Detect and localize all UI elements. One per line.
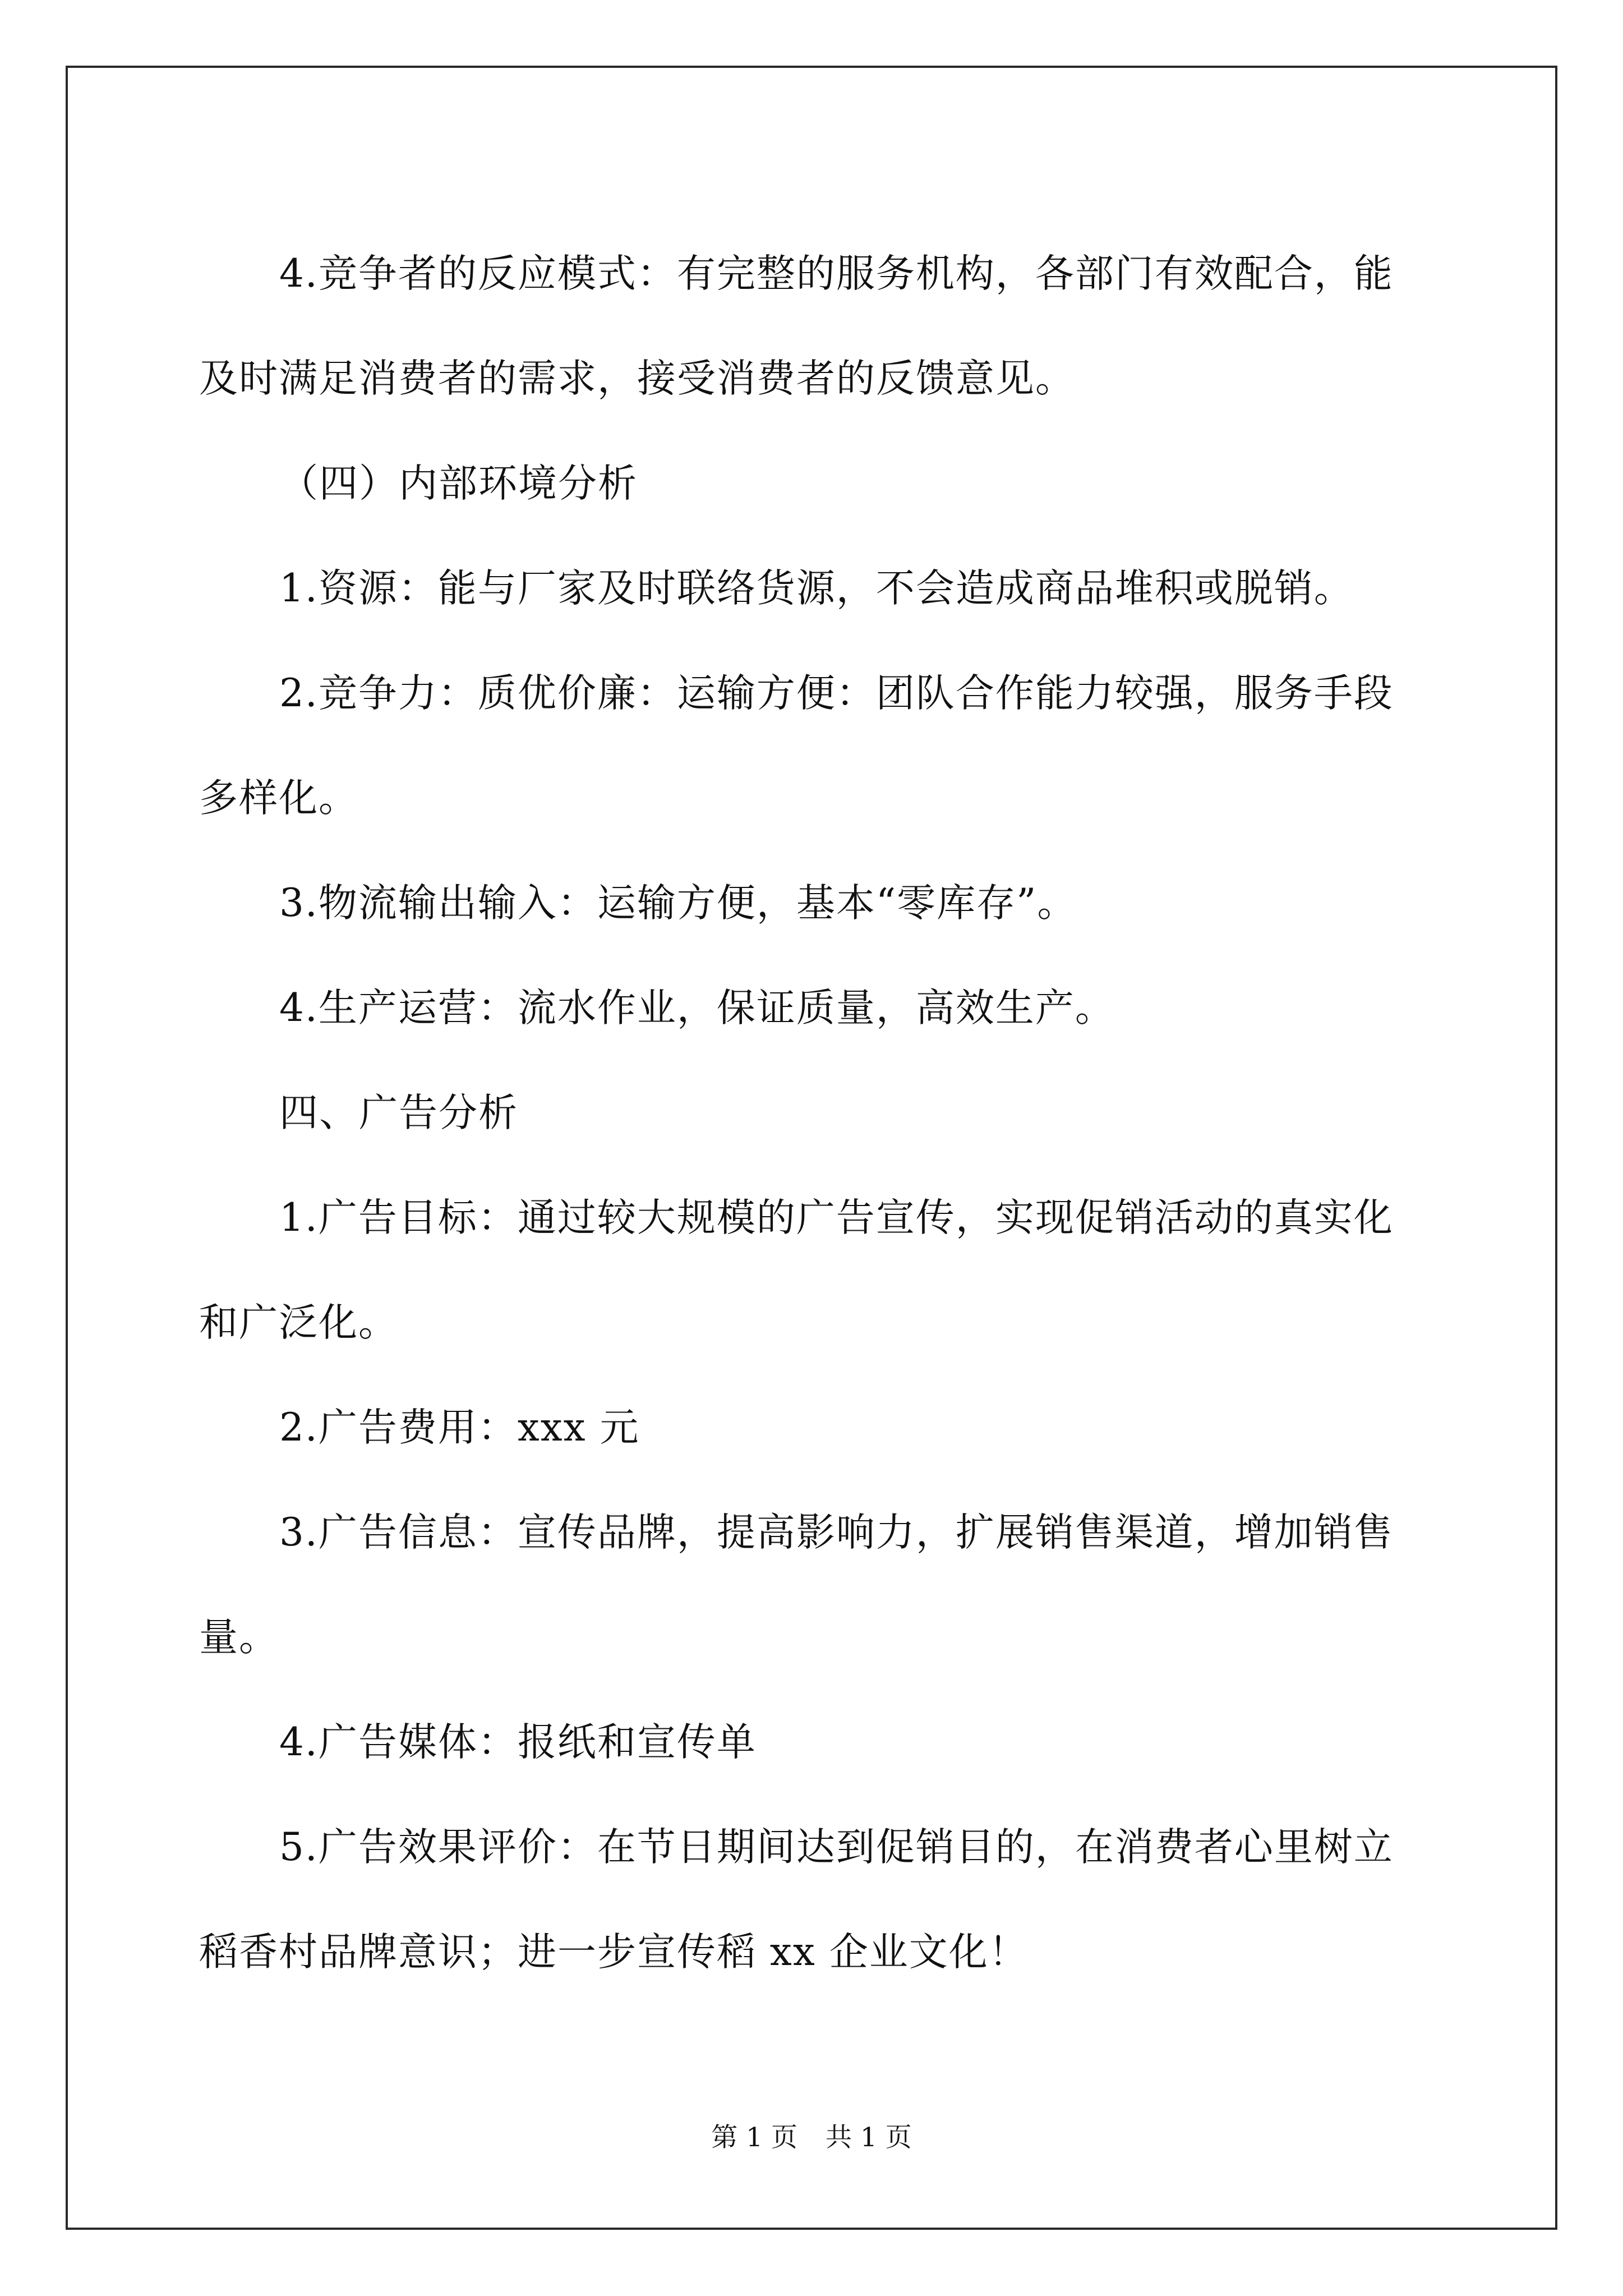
paragraph-resources: 1.资源：能与厂家及时联络货源，不会造成商品堆积或脱销。 <box>279 566 1354 611</box>
heading-advertising-analysis: 四、广告分析 <box>279 1091 518 1135</box>
paragraph-ad-goal: 1.广告目标：通过较大规模的广告宣传，实现促销活动的真实化和广泛化。 <box>199 1195 1394 1345</box>
paragraph-competitor-response: 4.竞争者的反应模式：有完整的服务机构，各部门有效配合，能及时满足消费者的需求，接受消费者的反馈意见。 <box>199 251 1394 401</box>
document-body <box>199 222 1433 2005</box>
paragraph-competitiveness: 2.竞争力：质优价廉：运输方便：团队合作能力较强，服务手段多样化。 <box>199 671 1394 821</box>
paragraph-ad-message: 3.广告信息：宣传品牌，提高影响力，扩展销售渠道，增加销售量。 <box>199 1510 1394 1660</box>
paragraph-ad-media: 4.广告媒体：报纸和宣传单 <box>279 1720 757 1765</box>
paragraph-production: 4.生产运营：流水作业，保证质量，高效生产。 <box>279 986 1115 1030</box>
page-number-total: 共 1 页 <box>826 2122 912 2153</box>
page-number-current: 第 1 页 <box>711 2122 797 2153</box>
paragraph-ad-cost: 2.广告费用：xxx 元 <box>279 1405 640 1450</box>
paragraph-ad-evaluation: 5.广告效果评价：在节日期间达到促销目的，在消费者心里树立稻香村品牌意识；进一步宣传稻 xx 企业文化！ <box>199 1825 1394 1975</box>
heading-internal-environment: （四）内部环境分析 <box>279 461 638 506</box>
page-footer <box>0 2121 1623 2155</box>
paragraph-logistics: 3.物流输出输入：运输方便，基本“零库存”。 <box>279 881 1077 926</box>
